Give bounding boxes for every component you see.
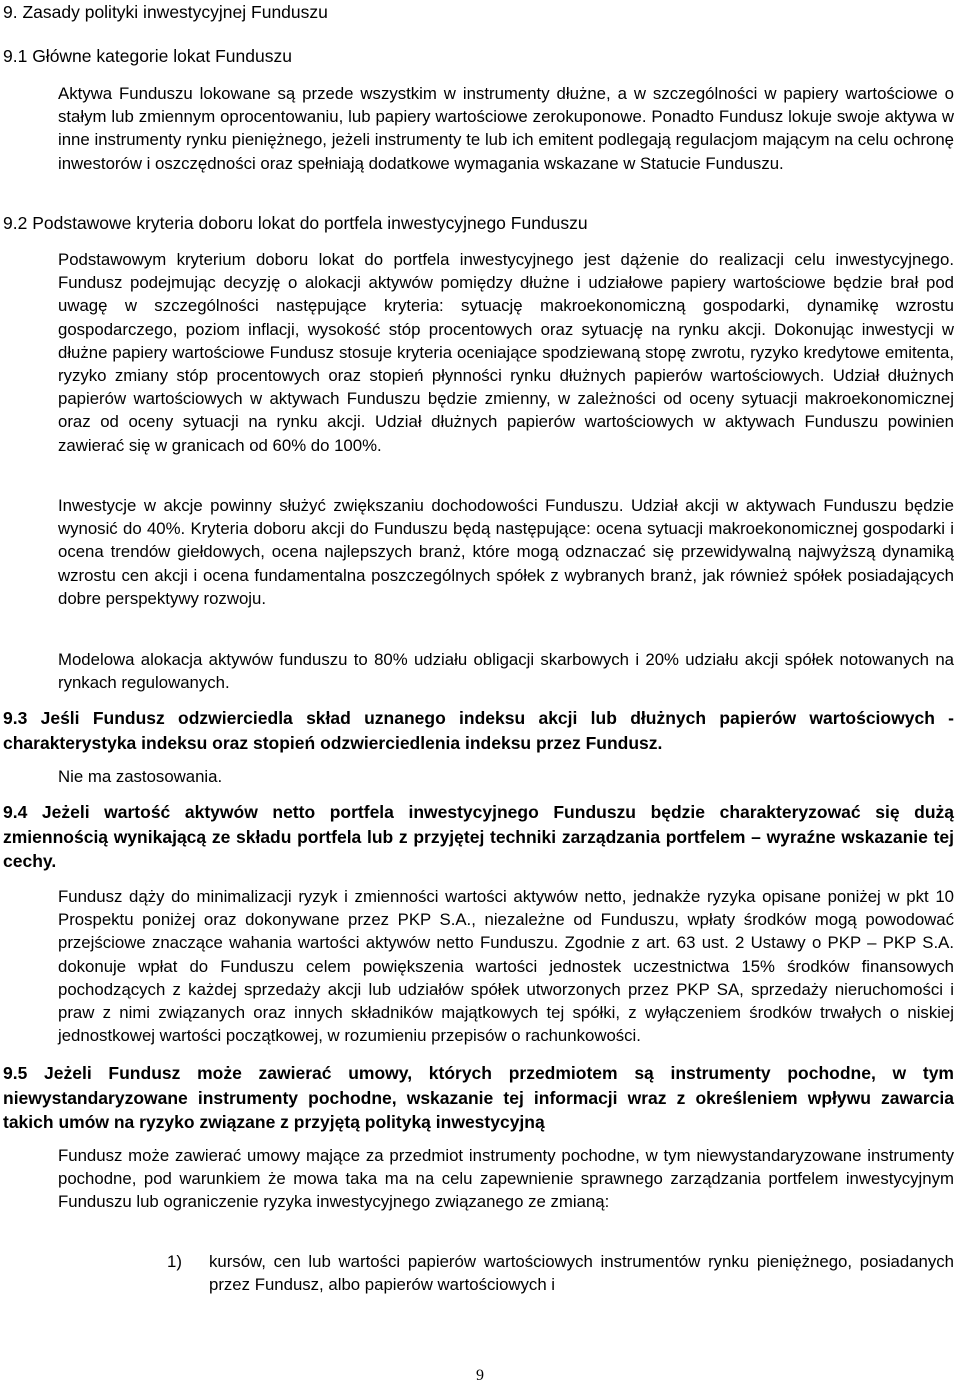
list-item-number: 1) [167,1252,182,1271]
section-9-2-paragraph-2: Inwestycje w akcje powinny służyć zwiększaniu dochodowości Funduszu. Udział akcji w aktywach Funduszu będzie wynosić do 40%. Kryteria doboru akcji do Funduszu będą następujące: ocena sytuacji makroekonomicznej gospodarki i ocena trendów giełdowych, ocena najlepszych branż, które mogą odznaczać się przewidywalną najwyższą dynamiką wzrostu cen akcji i ocena fundamentalna poszczególnych spółek z wybranych branż, jak również spółek posiadających dobre perspektywy rozwoju. [58,496,954,608]
section-9-2-paragraph-1: Podstawowym kryterium doboru lokat do portfela inwestycyjnego jest dążenie do realizacji celu inwestycyjnego. Fundusz podejmując decyzję o alokacji aktywów pomiędzy dłużne i udziałowe papiery wartościowe będzie brał pod uwagę w szczególności następujące kryteria: sytuację makroekonomiczną gospodarki, dynamikę wzrostu gospodarczego, poziom inflacji, wysokość stóp procentowych oraz sytuację na rynku akcji. Dokonując inwestycji w dłużne papiery wartościowe Fundusz stosuje kryteria oceniające spodziewaną stopę zwrotu, ryzyko kredytowe emitenta, ryzyko zmiany stóp procentowych oraz stopień płynności rynku dłużnych papierów wartościowych. Udział dłużnych papierów wartościowych w aktywach Funduszu będzie zmienny, w zależności od oceny sytuacji makroekonomicznej oraz od oceny sytuacji na rynku akcji. Udział dłużnych papierów wartościowych w aktywach Funduszu powinien zawierać się w granicach od 60% do 100%. [58,250,954,455]
section-9-3-heading: 9.3 Jeśli Fundusz odzwierciedla skład uznanego indeksu akcji lub dłużnych papierów wartościowych - charakterystyka indeksu oraz stopień odzwierciedlenia indeksu przez Fundusz. [3,708,954,753]
section-9-1-heading: 9.1 Główne kategorie lokat Funduszu [3,46,292,66]
list-item-text: kursów, cen lub wartości papierów wartościowych instrumentów rynku pieniężnego, posiadanych przez Fundusz, albo papierów wartościowych i [209,1252,954,1295]
section-9-5-heading: 9.5 Jeżeli Fundusz może zawierać umowy, których przedmiotem są instrumenty pochodne, w tym niewystandaryzowane instrumenty pochodne, wskazanie tej informacji wraz z określeniem wpływu zawarcia takich umów na ryzyko związane z przyjętą polityką inwestycyjną [3,1063,954,1132]
section-9-heading: 9. Zasady polityki inwestycyjnej Funduszu [3,2,328,22]
section-9-4-paragraph: Fundusz dąży do minimalizacji ryzyk i zmienności wartości aktywów netto, jednakże ryzyka opisane poniżej w pkt 10 Prospektu poniżej oraz dokonywane przez PKP S.A., niezależne od Funduszu, wpłaty środków mogą powodować przejściowe znaczące wahania wartości aktywów netto Funduszu. Zgodnie z art. 63 ust. 2 Ustawy o PKP – PKP S.A. dokonuje wpłat do Funduszu celem powiększenia wartości jednostek uczestnictwa 15% środków finansowych pochodzących z każdej sprzedaży akcji lub udziałów spółek utworzonych przez PKP SA, sprzedaży nieruchomości i praw z nimi związanych oraz innych składników majątkowych tej spółki, z wyłączeniem środków trwałych o niskiej jednostkowej wartości początkowej, w rozumieniu przepisów o rachunkowości. [58,887,954,1046]
section-9-4-heading: 9.4 Jeżeli wartość aktywów netto portfela inwestycyjnego Funduszu będzie charakteryzować się dużą zmiennością wynikającą ze składu portfela lub z przyjętej techniki zarządzania portfelem – wyraźne wskazanie tej cechy. [3,802,954,871]
section-9-1-paragraph: Aktywa Funduszu lokowane są przede wszystkim w instrumenty dłużne, a w szczególności w papiery wartościowe o stałym lub zmiennym oprocentowaniu, lub papiery wartościowe zerokuponowe. Ponadto Fundusz lokuje swoje aktywa w inne instrumenty rynku pieniężnego, jeżeli instrumenty te lub ich emitent podlegają regulacjom mającym na celu ochronę inwestorów i oszczędności oraz spełniają dodatkowe wymagania wskazane w Statucie Funduszu. [58,84,954,173]
section-9-3-paragraph: Nie ma zastosowania. [58,767,223,786]
section-9-2-paragraph-3: Modelowa alokacja aktywów funduszu to 80% udziału obligacji skarbowych i 20% udziału akcji spółek notowanych na rynkach regulowanych. [58,650,954,693]
page-number: 9 [476,1367,484,1384]
section-9-2-heading: 9.2 Podstawowe kryteria doboru lokat do portfela inwestycyjnego Funduszu [3,213,588,233]
section-9-5-paragraph: Fundusz może zawierać umowy mające za przedmiot instrumenty pochodne, w tym niewystandaryzowane instrumenty pochodne, pod warunkiem że mowa taka ma na celu zapewnienie sprawnego zarządzania portfelem inwestycyjnym Funduszu lub ograniczenie ryzyka inwestycyjnego związanego ze zmianą: [58,1146,954,1212]
list-item [167,1250,954,1296]
